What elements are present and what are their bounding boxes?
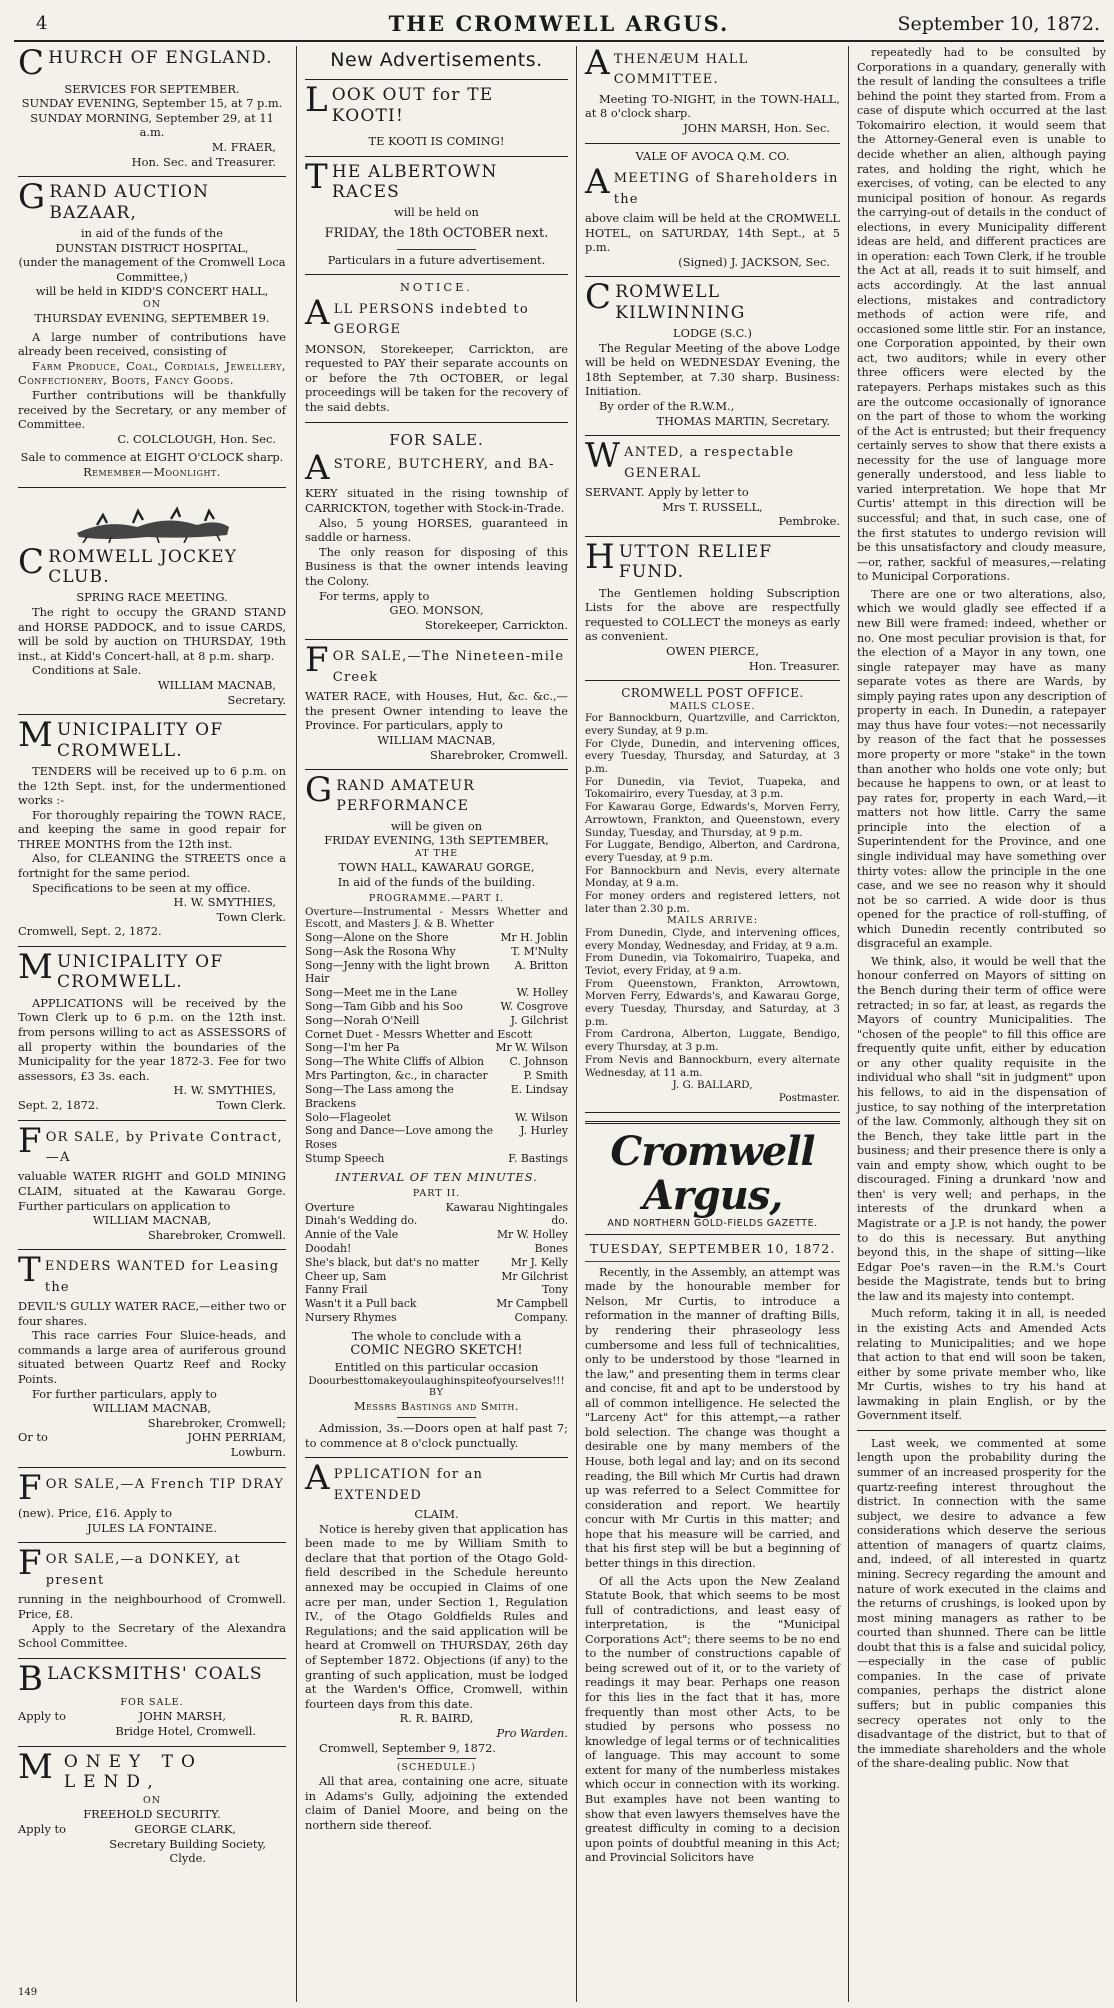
leader-article-continued	[857, 46, 1106, 1424]
ad-line: AT THE	[414, 848, 459, 860]
programme-item	[305, 1270, 568, 1284]
programme-piece: Song—The White Cliffs of Albion	[305, 1055, 485, 1069]
ad-title: UNICIPALITY OF CROMWELL.	[57, 720, 224, 761]
quartz-article	[857, 1437, 1106, 1772]
ad-tenders-water-race	[18, 1250, 286, 1467]
ad-signature-title: Clyde.	[169, 1851, 206, 1866]
programme-piece: Stump Speech	[305, 1151, 385, 1165]
drop-cap: F	[18, 1120, 43, 1161]
ad-signature: JOHN MARSH, Hon. Sec.	[683, 120, 830, 135]
drop-cap: M	[18, 1746, 61, 1787]
ad-paragraph: A large number of contributions have already been received, consisting of	[18, 329, 286, 359]
ad-paragraph: Specifications to be seen at my office.	[32, 880, 251, 895]
programme-item	[305, 1014, 568, 1028]
programme-performer: T. M'Nulty	[511, 944, 568, 958]
ad-line: THURSDAY EVENING, SEPTEMBER 19.	[34, 311, 270, 326]
programme-part-2	[305, 1201, 568, 1325]
column-1	[14, 46, 290, 2002]
ad-signature-title: Pro Warden.	[496, 1725, 568, 1740]
ad-date: Sept. 2, 1872.	[18, 1097, 99, 1112]
leader-date: TUESDAY, SEPTEMBER 10, 1872.	[585, 1241, 840, 1262]
ad-paragraph: (new). Price, £16. Apply to	[18, 1506, 172, 1521]
ad-donkey	[18, 1543, 286, 1658]
programme-item	[305, 1297, 568, 1311]
ad-paragraph: above claim will be held at the CROMWELL HOTEL, on SATURDAY, 14th Sept., at 5 p.m.	[585, 210, 840, 255]
ad-signature-title: Lowburn.	[230, 1445, 286, 1460]
ad-heading: CROMWELL POST OFFICE.	[621, 686, 804, 701]
racehorses-illustration	[67, 497, 237, 543]
programme-performer: Mr H. Joblin	[500, 930, 568, 944]
ad-signature: WILLIAM MACNAB,	[157, 677, 276, 692]
programme-heading: PROGRAMME.—PART I.	[368, 893, 505, 905]
programme-piece: Song and Dance—Love among the Roses	[305, 1124, 493, 1152]
ad-money-to-lend	[18, 1747, 286, 1873]
ad-paragraph: Farm Produce, Coal, Cordials, Jewellery, Confectionery, Boots, Fancy Goods.	[18, 358, 286, 388]
programme-performer: W. Wilson	[515, 1110, 568, 1124]
ad-paragraph: WATER RACE, with Houses, Hut, &c. &c.,—the present Owner intending to leave the Province. For particulars, apply to	[305, 689, 568, 733]
ad-line: SUNDAY MORNING, September 29, at 11 a.m.	[30, 110, 274, 140]
ad-line: BY	[428, 1387, 445, 1399]
ad-title: LACKSMITHS' COALS	[47, 1663, 263, 1684]
programme-performer: Mr J. Kelly	[510, 1255, 568, 1269]
ad-creek-water-race	[305, 640, 568, 770]
ad-line: (under the management of the Cromwell Loca Committee,)	[18, 255, 286, 284]
drop-cap: G	[18, 177, 47, 218]
programme-item	[305, 986, 568, 1000]
ad-signature: H. W. SMYTHIES,	[173, 895, 276, 910]
programme-piece: Song—Norah O'Neill	[305, 1013, 420, 1027]
ad-title: ANTED, a respectable GENERAL	[624, 445, 795, 481]
programme-performer: Mr W. Wilson	[495, 1041, 568, 1055]
ad-paragraph: The only reason for disposing of this Business is that the owner intends leaving the Colony.	[305, 544, 568, 588]
programme-performer: E. Lindsay	[510, 1082, 568, 1096]
mail-entry: For Kawarau Gorge, Edwards's, Morven Ferry, Arrowtown, Frankton, and Queenstown, every Sunday, Tuesday, and Thursday, at 9 p.m.	[585, 801, 840, 839]
programme-item: Overture—Instrumental - Messrs Whetter and Escott, and Masters J. & B. Whetter	[305, 905, 568, 931]
ad-paragraph: MONSON, Storekeeper, Carrickton, are requested to PAY their separate accounts on or before the 7th OCTOBER, or legal proceedings will be taken for the recovery of the said debts.	[305, 341, 568, 415]
ad-date: Cromwell, Sept. 2, 1872.	[18, 924, 162, 939]
ad-title: UNICIPALITY OF CROMWELL.	[57, 952, 224, 993]
ad-line: Particulars in a future advertisement.	[327, 252, 546, 267]
mail-entry: For Clyde, Dunedin, and intervening offices, every Tuesday, Thursday, and Saturday, at 3 p.m.	[585, 737, 840, 776]
ad-line: SPRING RACE MEETING.	[76, 590, 228, 605]
ad-line: in aid of the funds of the	[81, 225, 223, 240]
ad-paragraph: Meeting TO-NIGHT, in the TOWN-HALL, at 8 o'clock sharp.	[585, 91, 840, 121]
ad-line: ON	[142, 298, 162, 310]
programme-performer: Company.	[514, 1311, 568, 1324]
programme-piece: Cornet Duet - Messrs Whetter and Escott	[305, 1027, 533, 1041]
ad-signature: WILLIAM MACNAB,	[377, 732, 496, 747]
ad-paragraph: valuable WATER RIGHT and GOLD MINING CLAIM, situated at the Kawarau Gorge. Further particulars on application to	[18, 1169, 286, 1213]
article-paragraph: Last week, we commented at some length upon the probability during the summer of an increased prosperity for the quartz-reefing interest throughout the district. In connection with the same subject, we desire to advance a few considerations which deserve the serious attention of managers of quartz claims, and, indeed, of all interested in quartz mining. Secrecy regarding the amount and nature of work executed in the claims and the returns of crushings, is looked upon by most mining managers as rather to be courted than shunned. There can be little doubt that this is a false and suicidal policy,—especially in the case of public companies. In the case of private companies, perhaps the district alone suffers; but in public companies this secrecy operates not only to the disadvantage of the district, but to that of the immediate shareholders and the whole of the share-dealing public. Now that	[857, 1436, 1106, 1771]
ad-signature: JULES LA FONTAINE.	[87, 1520, 217, 1535]
ad-signature: H. W. SMYTHIES,	[173, 1083, 276, 1098]
ad-jockey-club	[18, 488, 286, 716]
ad-paragraph: All that area, containing one acre, situate in Adams's Gully, adjoining the extended claim of Daniel Moore, and being on the northern side thereof.	[305, 1774, 568, 1833]
ad-heading: FOR SALE.	[389, 430, 484, 449]
ad-line: TOWN HALL, KAWARAU GORGE,	[338, 860, 535, 875]
ad-paragraph: The Regular Meeting of the above Lodge will be held on WEDNESDAY Evening, the 18th September, at 7.30 sharp. Business: Initiation.	[585, 340, 840, 399]
mail-entry: From Dunedin, Clyde, and intervening offices, every Monday, Wednesday, and Friday, at 9 a.m.	[585, 926, 840, 952]
ad-signature: OWEN PIERCE,	[666, 643, 759, 658]
ad-signature-title: Secretary Building Society,	[109, 1836, 266, 1851]
drop-cap: F	[18, 1467, 43, 1508]
drop-cap: F	[18, 1543, 43, 1584]
ad-signature: GEORGE CLARK,	[134, 1822, 236, 1837]
ad-paragraph: For terms, apply to	[319, 588, 430, 603]
ad-paragraph: Admission, 3s.—Doors open at half past 7; to commence at 8 o'clock punctually.	[305, 1421, 568, 1450]
programme-piece: Dinah's Wedding do.	[305, 1214, 418, 1228]
drop-cap: C	[585, 277, 613, 318]
programme-piece: Song—Ask the Rosona Why	[305, 944, 456, 958]
issue-date: September 10, 1872.	[897, 13, 1100, 35]
programme-piece: Doodah!	[305, 1241, 352, 1255]
ad-signature-title: Town Clerk.	[216, 1097, 286, 1112]
ad-title: ENDERS WANTED for Leasing the	[44, 1259, 280, 1295]
masthead-name: Cromwell Argus,	[610, 1127, 815, 1219]
folio-number: 149	[18, 1987, 38, 1999]
article-paragraph: Much reform, taking it in all, is needed in the existing Acts and Amended Acts relating to Municipalities; and we hope that action to that end will soon be taken, either by some private member who, like Mr Curtis, wishes to try his hand at lawmaking in plain English, or by the Government itself.	[857, 1307, 1106, 1423]
ad-title: STORE, BUTCHERY, and BA-	[333, 456, 555, 472]
mail-entry: From Cardrona, Alberton, Luggate, Bendigo, every Thursday, at 3 p.m.	[585, 1028, 840, 1054]
article-paragraph: There are one or two alterations, also, which we would gladly see effected if a new Bill were framed: indeed, whether or no. One most peculiar provision is that, for the election of a Mayor in any town, one single ratepayer may have as many separate votes as there are Wards, by simply paying rates upon any description of property in each. In Dunedin, a ratepayer may thus have four votes:—not necessarily by reason of the fact that he possesses more property or more "stake" in the town than another who holds one vote only; but because he happens to own, or at least to pay rates for, property in each Ward,—it matters not how little. Carry the same principle into the election of a Superintendent for the Province, and one single individual may have something over thirty votes: allow the principle in the one case, and we see no reason why it should not be so carried. A wide door is thus opened for the practice of roll-stuffing, of which Dunedin recently contributed so disgraceful an example.	[857, 587, 1106, 951]
ad-line: Apply to	[18, 1709, 66, 1724]
programme-performer: F. Bastings	[508, 1151, 568, 1165]
drop-cap: G	[305, 770, 334, 811]
mail-entry: For money orders and registered letters, not later than 2.30 p.m.	[585, 889, 840, 915]
ad-signature-title: Postmaster.	[778, 1091, 840, 1104]
mail-entry: From Dunedin, via Tokomairiro, Tuapeka, and Teviot, every Friday, at 9 a.m.	[585, 952, 840, 977]
ad-line: FRIDAY EVENING, 13th SEPTEMBER,	[324, 833, 549, 848]
ad-signature: (Signed) J. JACKSON, Sec.	[678, 254, 830, 269]
programme-item	[305, 1283, 568, 1297]
ad-title: HE ALBERTOWN RACES	[331, 161, 498, 203]
ad-notice-monson	[305, 275, 568, 422]
ad-te-kooti	[305, 80, 568, 156]
ad-signature: M. FRAER,	[211, 139, 276, 154]
programme-performer: Bones	[534, 1241, 568, 1255]
programme-item	[305, 959, 568, 987]
ad-store-for-sale	[305, 423, 568, 641]
ad-signature-title: Town Clerk.	[216, 909, 286, 924]
ad-signature: C. COLCLOUGH, Hon. Sec.	[117, 431, 276, 446]
article-paragraph: We think, also, it would be well that the honour conferred on Mayors of sitting on the Bench during their term of office were retracted; in so far, at least, as regards the Mayors of country Municipalities. The "chosen of the people" to fill this office are frequently quite unfit, either by education or any other quality requisite in the individual who shall "sit in judgment" upon his fellows, to aid in the dispensation of justice, to say nothing of the interpretation of the law. Commonly, although they sit on the Bench, they take little part in the business; and their presence there is only a vain and empty show, which ought to be discouraged. Fining a drunkard 'now and then' is very well; and perhaps, in the interests of the drunkard when a Magistrate or a J.P. is not handy, the power to do this is necessary. But anything beyond this, in the shape of sitting—like Edgar Poe's raven—in the R.M.'s Court beside the Magistrate, tends but to bring the law and its majesty into contempt.	[857, 954, 1106, 1303]
ad-title: ONEY TO LEND,	[63, 1751, 203, 1792]
programme-performer: Tony	[542, 1283, 568, 1297]
programme-performer: Mr Gilchrist	[501, 1269, 568, 1283]
programme-piece: Song—The Lass among the Brackens	[305, 1082, 454, 1110]
ad-kilwinning-lodge	[585, 277, 840, 436]
masthead-title: THE CROMWELL ARGUS.	[388, 11, 730, 36]
ad-signature-title: Sharebroker, Cromwell;	[147, 1415, 286, 1430]
ad-paragraph: Remember—Moonlight.	[83, 465, 221, 479]
mail-entry: For Luggate, Bendigo, Alberton, and Cardrona, every Tuesday, at 9 p.m.	[585, 839, 840, 864]
mail-arrive-list	[585, 927, 840, 1079]
mail-subheading: MAILS ARRIVE:	[666, 915, 759, 927]
ad-line: FRIDAY, the 18th OCTOBER next.	[324, 226, 549, 242]
programme-part-1	[305, 931, 568, 1166]
ad-signature: J. G. BALLARD,	[672, 1079, 753, 1092]
ad-signature-title: Pembroke.	[778, 514, 840, 529]
programme-item	[305, 1000, 568, 1014]
programme-performer: Kawarau Nightingales	[445, 1200, 568, 1214]
ad-line: will be held on	[394, 205, 479, 220]
page-header	[14, 8, 1104, 42]
ad-signature: GEO. MONSON,	[389, 603, 484, 618]
mail-entry: From Nevis and Bannockburn, every alternate Wednesday, at 11 a.m.	[585, 1053, 840, 1079]
ad-signature: WILLIAM MACNAB,	[92, 1401, 212, 1416]
programme-item	[305, 1028, 568, 1042]
ad-line: FREEHOLD SECURITY.	[83, 1807, 221, 1822]
ad-line: Messrs Bastings and Smith.	[354, 1399, 519, 1414]
ad-paragraph: This race carries Four Sluice-heads, and commands a large area of auriferous ground situated between Quartz Reef and Rocky Points.	[18, 1328, 286, 1387]
ad-title: MEETING of Shareholders in the	[613, 171, 839, 207]
ad-title: ROMWELL KILWINNING	[615, 282, 746, 323]
ad-signature-title: Storekeeper, Carrickton.	[425, 617, 568, 632]
ad-paragraph: For thoroughly repairing the TOWN RACE, and keeping the same in good repair for THREE MONTHS from the 12th inst.	[18, 807, 286, 851]
programme-item	[305, 1124, 568, 1152]
ad-signature-title: Hon. Sec. and Treasurer.	[131, 154, 276, 169]
ad-paragraph: DEVIL'S GULLY WATER RACE,—either two or four shares.	[18, 1299, 286, 1328]
programme-piece: Song—I'm her Pa	[305, 1041, 400, 1055]
ad-title: ROMWELL JOCKEY CLUB.	[48, 546, 238, 587]
article-paragraph: Recently, in the Assembly, an attempt was made by the honourable member for Nelson, Mr Curtis, to introduce a reformation in the manner of drafting Bills, by rendering their phraseology less cumbersome and less full of technicalities, only to be understood by those "learned in the law," and presenting them in terms clear and concise, fit and apt to be understood by all of common intelligence. He selected the "Larceny Act" for this attempt,—a rather bold selection. The change was thought a desirable one by many members of the House, both legal and lay; and on its second reading, the Bill which Mr Curtis had drawn up was referred to a Select Committee for consideration and report. We heartily concur with Mr Curtis in this matter; and hope that his measure will be carried, and that his first step will be but a beginning of better things in this direction.	[585, 1265, 840, 1570]
column-2	[296, 46, 572, 2002]
ad-paragraph: The right to occupy the GRAND STAND and HORSE PADDOCK, and to issue CARDS, will be sold by auction on THURSDAY, 19th inst., at Kidd's Concert-hall, at 8 p.m. sharp.	[18, 604, 286, 663]
post-office-notice	[585, 681, 840, 1112]
section-title: New Advertisements.	[330, 49, 543, 71]
new-advertisements-heading	[305, 46, 568, 80]
ad-paragraph: KERY situated in the rising township of CARRICKTON, together with Stock-in-Trade.	[305, 486, 568, 515]
ad-title: UTTON RELIEF FUND.	[618, 541, 773, 583]
programme-item	[305, 1242, 568, 1256]
programme-item	[305, 1256, 568, 1270]
ad-tip-dray	[18, 1468, 286, 1544]
ad-line: Or to	[18, 1430, 48, 1445]
programme-piece: Song—Meet me in the Lane	[305, 986, 458, 1000]
programme-item	[305, 1069, 568, 1083]
ad-paragraph: For further particulars, apply to	[32, 1386, 217, 1401]
programme-piece: Song—Tam Gibb and his Soo	[305, 1000, 463, 1013]
ad-paragraph: Further contributions will be thankfully received by the Secretary, or any member of Committee.	[18, 388, 286, 432]
ad-extended-claim	[305, 1458, 568, 1839]
ad-signature: JOHN MARSH,	[138, 1709, 226, 1724]
ad-line: will be given on	[390, 818, 483, 833]
ad-water-right-sale	[18, 1121, 286, 1251]
ad-heading: NOTICE.	[399, 280, 474, 295]
drop-cap: H	[585, 536, 616, 577]
ad-signature: WILLIAM MACNAB,	[92, 1213, 212, 1228]
programme-item	[305, 1228, 568, 1242]
programme-item	[305, 945, 568, 959]
ad-title: LL PERSONS indebted to GEORGE	[333, 301, 529, 338]
drop-cap: A	[585, 162, 611, 203]
programme-piece: Solo—Flageolet	[305, 1110, 392, 1124]
programme-piece: Wasn't it a Pull back	[305, 1297, 417, 1311]
programme-item	[305, 1111, 568, 1125]
drop-cap: T	[305, 156, 329, 197]
ad-paragraph: Also, 5 young HORSES, guaranteed in saddle or harness.	[305, 515, 568, 545]
programme-heading: PART II.	[412, 1188, 461, 1200]
ad-albertown-races	[305, 157, 568, 276]
ad-line: SERVICES FOR SEPTEMBER.	[64, 81, 240, 96]
ad-title: THENÆUM HALL COMMITTEE.	[613, 52, 749, 88]
ad-heading: VALE OF AVOCA Q.M. CO.	[635, 148, 790, 163]
ad-signature: R. R. BAIRD,	[399, 1711, 474, 1726]
ad-paragraph: Also, for CLEANING the STREETS once a fortnight for the same period.	[18, 851, 286, 881]
article-paragraph: Of all the Acts upon the New Zealand Statute Book, that which seems to be most full of contradictions, and least easy of interpretation, is the "Municipal Corporations Act"; there seems to be no end to the number of constructions capable of being screwed out of it, or to the variety of readings it may bear. Perhaps one reason for this lies in the fact that it has, more frequently than most other Acts, to be studied by persons who possess no knowledge of legal terms or of technicalities of language. This may account to some extent for many of the numberless mistakes which occur in connection with its working. But examples have not been wanting to show that even lawyers themselves have the greatest difficulty in coming to a decision upon points of doubtful meaning in this Act; and Provincial Solicitors have	[585, 1574, 840, 1865]
ad-line: ON	[142, 1795, 162, 1807]
mail-entry: For Bannockburn, Quartzville, and Carrickton, every Sunday, at 9 p.m.	[585, 712, 840, 738]
ad-signature: Mrs T. RUSSELL,	[662, 499, 763, 514]
mail-entry: For Dunedin, via Teviot, Tuapeka, and Tokomairiro, every Tuesday, at 3 p.m.	[585, 775, 840, 801]
programme-piece: Overture	[305, 1200, 355, 1214]
programme-piece: Mrs Partington, &c., in character	[305, 1069, 488, 1083]
ad-signature-title: Secretary.	[227, 692, 286, 707]
drop-cap: A	[305, 1458, 331, 1499]
ad-paragraph: TENDERS will be received up to 6 p.m. on the 12th Sept. inst, for the undermentioned works :-	[18, 763, 286, 808]
programme-performer: A. Britton	[514, 958, 568, 972]
programme-performer: J. Hurley	[520, 1124, 568, 1138]
ad-municipality-tenders	[18, 715, 286, 947]
ad-signature-title: Bridge Hotel, Cromwell.	[115, 1723, 256, 1738]
drop-cap: F	[305, 640, 330, 681]
ad-paragraph: APPLICATIONS will be received by the Town Clerk up to 6 p.m. on the 12th inst. from persons willing to act as ASSESSORS of all property within the boundaries of the Municipality for the year 1872-3. Fee for two assessors, £3 3s. each.	[18, 995, 286, 1083]
programme-item	[305, 1214, 568, 1228]
ad-title: RAND AMATEUR PERFORMANCE	[336, 778, 476, 815]
programme-piece: Cheer up, Sam	[305, 1269, 387, 1283]
ad-title: HURCH OF ENGLAND.	[48, 48, 273, 68]
ad-line: SUNDAY EVENING, September 15, at 7 p.m.	[21, 96, 283, 111]
ad-signature-title: Sharebroker, Cromwell.	[147, 1227, 286, 1242]
programme-piece: Song—Jenny with the light brown Hair	[305, 958, 490, 986]
drop-cap: C	[18, 541, 46, 582]
ad-date: Cromwell, September 9, 1872.	[319, 1740, 496, 1755]
ad-line: LODGE (S.C.)	[673, 326, 752, 341]
ad-paragraph: Apply to the Secretary of the Alexandra School Committee.	[18, 1621, 286, 1650]
programme-item	[305, 1055, 568, 1069]
programme-item	[305, 1083, 568, 1111]
programme-performer: do.	[551, 1214, 568, 1228]
drop-cap: L	[305, 80, 329, 121]
interval-line: INTERVAL OF TEN MINUTES.	[335, 1169, 538, 1184]
ad-signature: JOHN PERRIAM,	[187, 1430, 286, 1445]
programme-performer: J. Gilchrist	[510, 1013, 568, 1027]
programme-piece: Fanny Frail	[305, 1283, 368, 1297]
article-paragraph: repeatedly had to be consulted by Corporations in a quandary, generally with the result of landing the consultees a trifle behind the point they started from. From a case of dispute which occurred at the last Tokomairiro election, it would seem that the Attorney-General even is unable to decide whether an alien, although paying rates, and holding the right, which he exercises, of voting, can be elected to any municipal position of honour. As regards the carrying-out of details in the conduct of elections, in every Municipality different ideas are held, and different practices are in operation: each Town Clerk, if he trouble the Act at all, reads it to suit himself, and acts accordingly. At the last annual elections, mistakes and contradictory methods of action were rife, and occasioned some little stir. For an instance, one Corporation appointed, by their own act, two auditors; while in every other three officers were elected by the ratepayers. Perhaps mistakes such as this are the outcome occasionally of ignorance on the part of those to whom the working of the Act is entrusted; but their frequency certainly serves to show that there exists a necessity for the use of language more generally understood, and less liable to varied interpretation. We hope that Mr Curtis' attempt in this direction will be successful; and that, in such case, one of the first statutes to undergo revision will be this unsatisfactory and cloudy measure, —or, rather, sackful of measures,—relating to Municipal Corporations.	[857, 46, 1106, 584]
ad-line: COMIC NEGRO SKETCH!	[350, 1343, 523, 1359]
programme-item	[305, 1201, 568, 1215]
ad-line: TE KOOTI IS COMING!	[368, 134, 505, 149]
ad-athenaeum	[585, 46, 840, 144]
programme-performer: P. Smith	[523, 1069, 568, 1083]
ad-line: DUNSTAN DISTRICT HOSPITAL,	[55, 240, 249, 255]
masthead-subtitle: AND NORTHERN GOLD-FIELDS GAZETTE.	[585, 1218, 840, 1235]
ad-paragraph: Conditions at Sale.	[32, 663, 142, 678]
programme-performer: Mr W. Holley	[496, 1228, 568, 1242]
programme-item	[305, 1152, 568, 1166]
ad-blacksmiths-coals	[18, 1659, 286, 1747]
drop-cap: T	[18, 1250, 42, 1291]
column-3	[576, 46, 844, 2002]
programme-item	[305, 1041, 568, 1055]
ad-line: Apply to	[18, 1822, 66, 1837]
ad-title: OR SALE,—a DONKEY, at present	[45, 1552, 241, 1588]
drop-cap: C	[18, 46, 46, 83]
ad-municipality-assessors	[18, 947, 286, 1121]
ad-line: Doourbesttomakeyoulaughinspiteofyourselves!!!	[308, 1374, 565, 1387]
drop-cap: W	[585, 436, 622, 477]
ad-paragraph: Sale to commence at EIGHT O'CLOCK sharp.	[20, 450, 284, 465]
ad-line: CLAIM.	[414, 1507, 459, 1522]
mail-entry: From Queenstown, Frankton, Arrowtown, Morven Ferry, Edwards's, and Kawarau Gorge, every Tuesday, Thursday, and Saturday, at 3 p.m.	[585, 977, 840, 1028]
programme-item	[305, 931, 568, 945]
ad-line: will be held in KIDD'S CONCERT HALL,	[35, 284, 269, 299]
programme-piece: She's black, but dat's no matter	[305, 1255, 479, 1269]
programme-performer: Mr Campbell	[496, 1297, 568, 1311]
ad-title: OOK OUT for TE KOOTI!	[331, 85, 494, 126]
ad-paragraph: The Gentlemen holding Subscription Lists for the above are respectfully requested to COLLECT the moneys as early as convenient.	[585, 585, 840, 644]
ad-line: Entitled on this particular occasion	[334, 1360, 539, 1375]
ad-hutton-relief-fund	[585, 537, 840, 681]
programme-piece: Annie of the Vale	[305, 1228, 399, 1242]
ad-title: RAND AUCTION BAZAAR,	[49, 182, 210, 223]
ad-title: OR SALE,—A French TIP DRAY	[45, 1476, 285, 1492]
drop-cap: A	[305, 292, 331, 333]
ad-paragraph: By order of the R.W.M.,	[599, 399, 735, 414]
ad-paragraph: SERVANT. Apply by letter to	[585, 485, 749, 500]
programme-performer: W. Holley	[516, 986, 568, 1000]
ad-vale-of-avoca	[585, 144, 840, 278]
programme-performer: C. Johnson	[509, 1055, 568, 1069]
column-4	[848, 46, 1110, 2002]
drop-cap: M	[18, 715, 55, 756]
ad-line: The whole to conclude with a	[351, 1328, 522, 1343]
page-number: 4	[36, 13, 48, 34]
programme-piece: Song—Alone on the Shore	[305, 930, 449, 944]
mail-entry: For Bannockburn and Nevis, every alternate Monday, at 9 a.m.	[585, 864, 840, 890]
ad-church-of-england	[18, 46, 286, 177]
ad-signature-title: Hon. Treasurer.	[748, 658, 840, 673]
newspaper-masthead	[585, 1121, 840, 1262]
programme-piece: Nursery Rhymes	[305, 1311, 397, 1324]
drop-cap: M	[18, 947, 55, 988]
mail-close-list	[585, 712, 840, 915]
programme-performer: W. Cosgrove	[500, 1000, 568, 1013]
ad-signature-title: Sharebroker, Cromwell.	[429, 747, 568, 762]
mail-subheading: MAILS CLOSE.	[669, 700, 756, 712]
ad-line: In aid of the funds of the building.	[337, 874, 536, 889]
ad-line: (SCHEDULE.)	[396, 1762, 477, 1774]
ad-paragraph: running in the neighbourhood of Cromwell. Price, £8.	[18, 1592, 286, 1621]
drop-cap: A	[585, 46, 611, 83]
ad-servant-wanted	[585, 436, 840, 537]
ad-auction-bazaar	[18, 177, 286, 487]
drop-cap: A	[305, 447, 331, 488]
ad-paragraph: Notice is hereby given that application has been made to me by William Smith to declare that that portion of the Otago Gold-field described in the Schedule hereunto annexed may be occupied in Claims of one acre per man, under Section 1, Regulation IV., of the Otago Goldfields Rules and Regulations; and the said application will be heard at Cromwell on THURSDAY, 26th day of September 1872. Objections (if any) to the granting of such application, must be lodged at the Warden's Office, Cromwell, within fourteen days from this date.	[305, 1521, 568, 1711]
leader-article	[585, 1266, 840, 1866]
ad-signature: THOMAS MARTIN, Secretary.	[656, 413, 830, 428]
ad-amateur-performance	[305, 770, 568, 1458]
programme-item	[305, 1311, 568, 1325]
ad-title: PPLICATION for an EXTENDED	[333, 1467, 484, 1503]
drop-cap: B	[18, 1658, 45, 1699]
ad-line: FOR SALE.	[120, 1697, 184, 1709]
ad-title: OR SALE, by Private Contract,—A	[45, 1129, 283, 1165]
ad-title: OR SALE,—The Nineteen-mile Creek	[332, 649, 565, 685]
